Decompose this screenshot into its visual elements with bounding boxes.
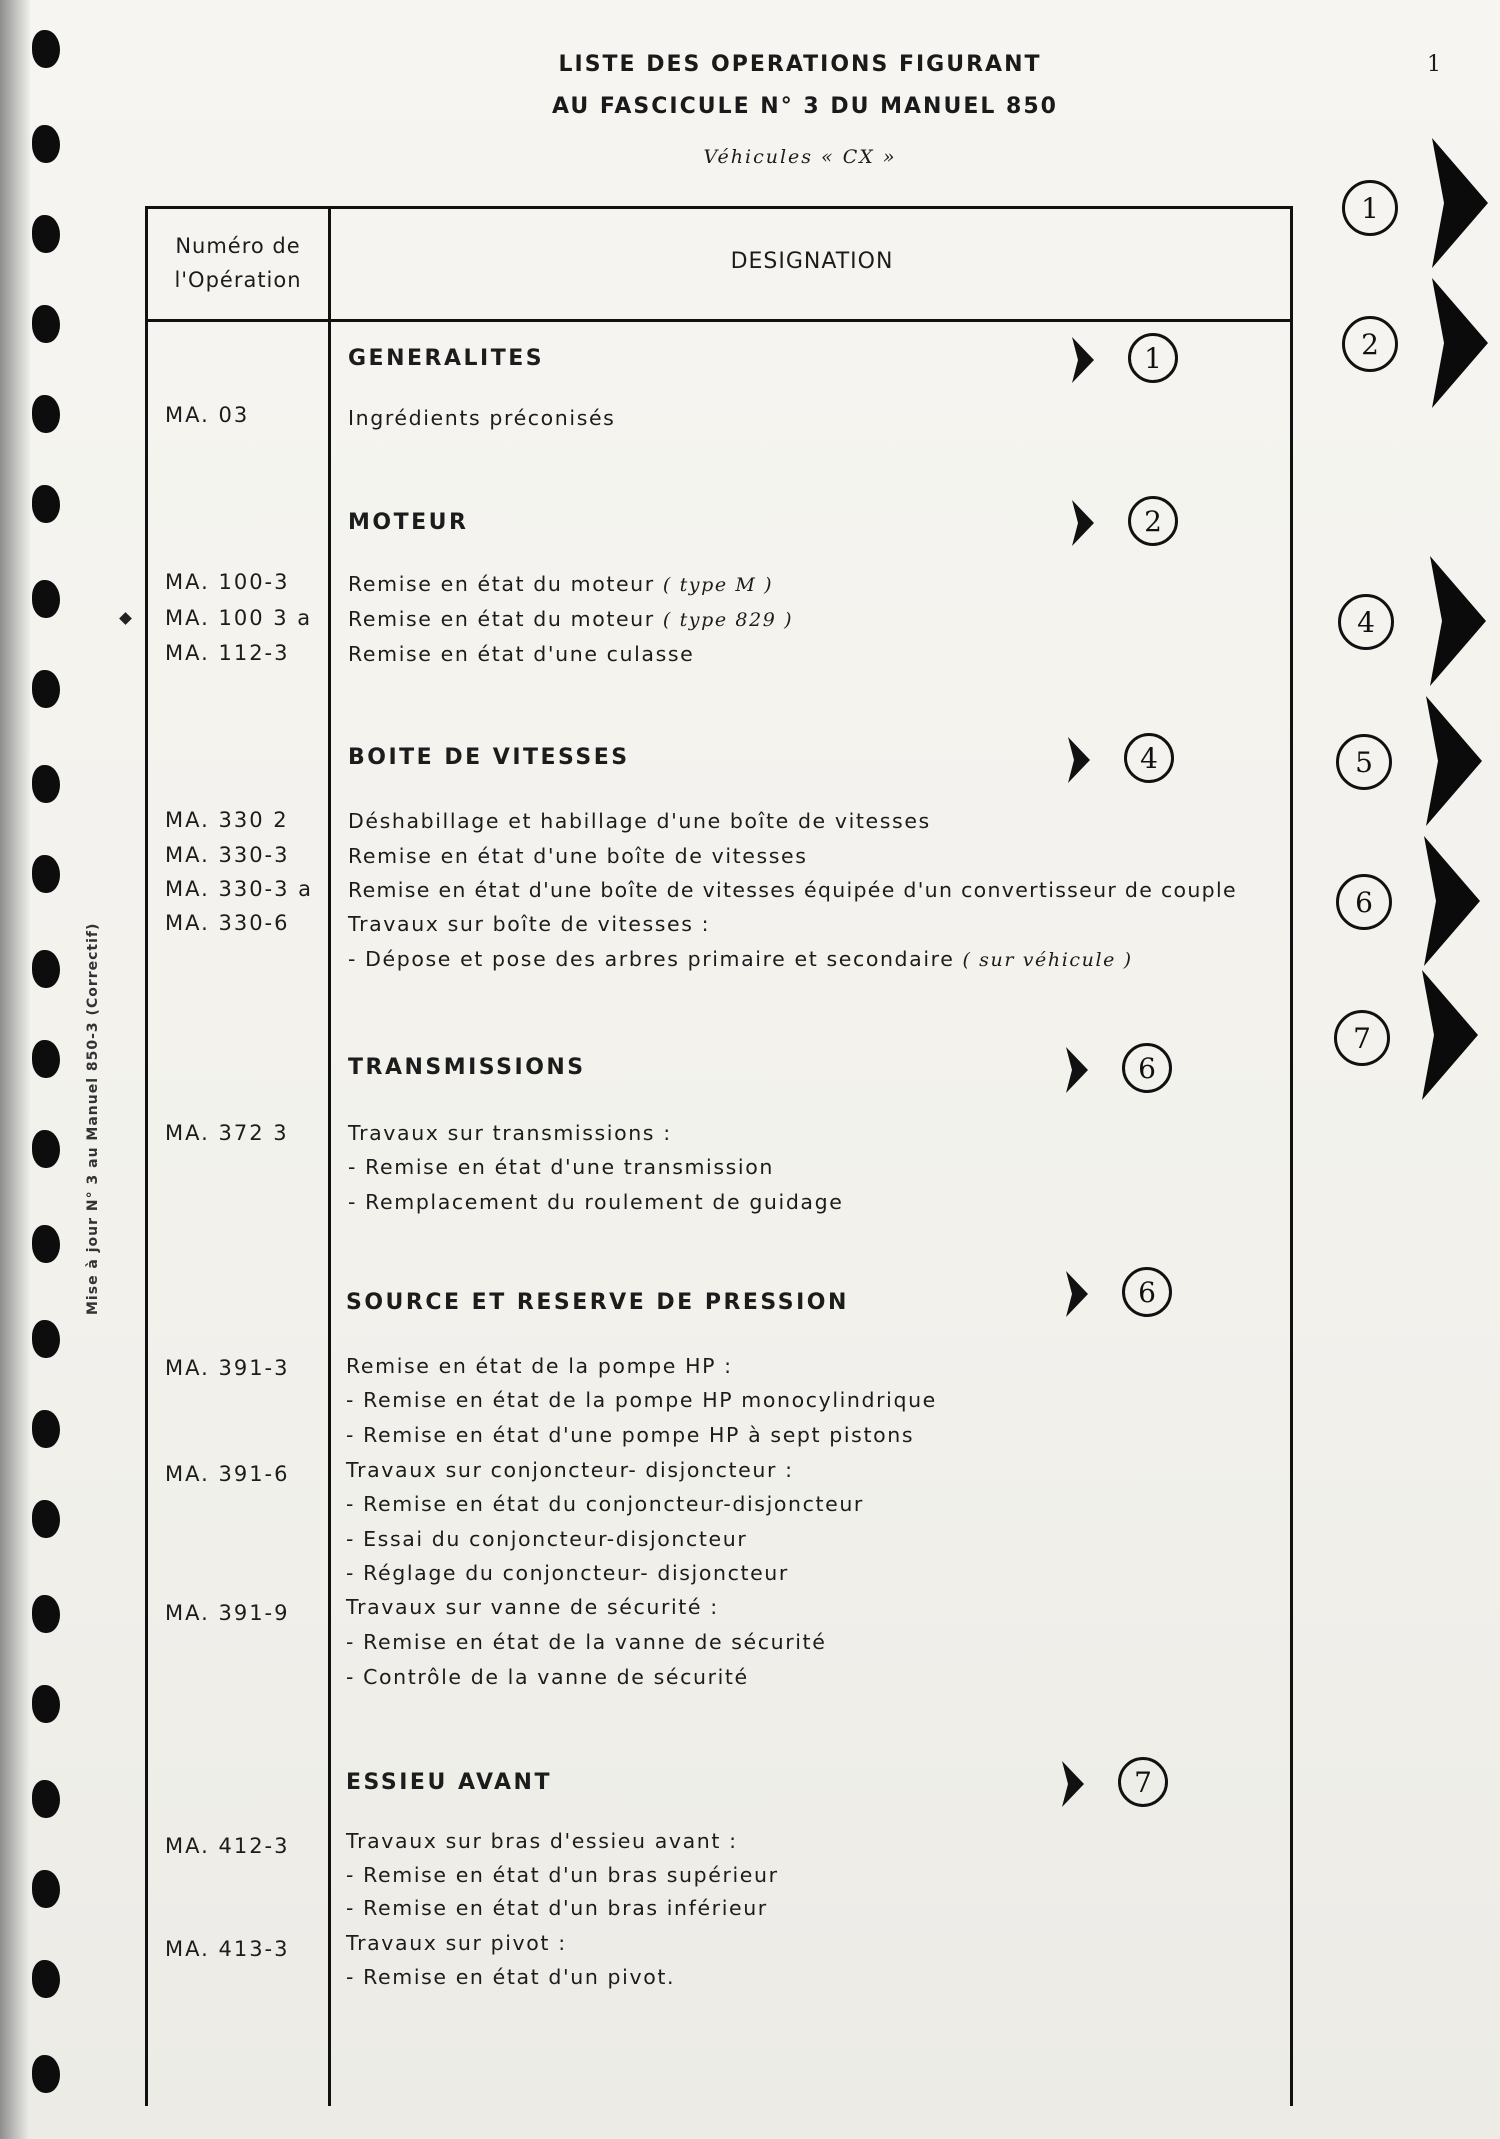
index-tab-circle[interactable]: 2 [1342,316,1398,372]
punch-hole [32,1960,60,1998]
punch-hole [32,1130,60,1168]
operation-sub-item: - Remise en état d'une transmission [348,1155,774,1179]
section-arrow-icon [1066,1047,1088,1093]
section-arrow-icon [1072,337,1094,383]
number-column-header-line1: Numéro de [175,234,301,258]
section-title-source-pression: SOURCE ET RESERVE DE PRESSION [346,1290,849,1315]
operation-designation: Ingrédients préconisés [348,406,616,430]
operation-sub-item: - Remise en état du conjoncteur-disjoncteur [346,1492,864,1516]
operation-designation: Remise en état d'une boîte de vitesses équipée d'un convertisseur de couple [348,878,1237,902]
operation-sub-item: - Essai du conjoncteur-disjoncteur [346,1527,748,1551]
section-arrow-icon [1068,737,1090,783]
punch-hole [32,1870,60,1908]
section-arrow-icon [1062,1761,1084,1807]
section-ref-circle[interactable]: 1 [1128,333,1178,383]
operation-designation: Travaux sur bras d'essieu avant : [346,1829,738,1853]
operation-number: MA. 391-3 [165,1356,290,1380]
page-number: 1 [1427,52,1441,77]
update-marker [119,612,132,625]
operation-sub-item: - Remise en état de la pompe HP monocylindrique [346,1388,937,1412]
section-title-boite: BOITE DE VITESSES [348,745,630,770]
operation-number: MA. 413-3 [165,1937,290,1961]
punch-hole [32,1595,60,1633]
operation-designation: Travaux sur pivot : [346,1931,567,1955]
punch-hole [32,580,60,618]
operation-number: MA. 330 2 [165,808,289,832]
punch-hole [32,485,60,523]
section-title-transmissions: TRANSMISSIONS [348,1055,586,1080]
operation-number: MA. 03 [165,403,250,427]
number-column-header [148,229,328,297]
sub-item-text: - Dépose et pose des arbres primaire et secondaire [348,947,963,971]
operation-number: MA. 100 3 a [165,606,313,630]
operation-sub-item: - Remise en état d'un bras inférieur [346,1896,768,1920]
tab-arrow-icon [1424,696,1484,826]
index-tab-circle[interactable]: 7 [1334,1010,1390,1066]
operation-designation: Travaux sur boîte de vitesses : [348,912,711,936]
punch-hole [32,1410,60,1448]
operation-sub-item [348,947,1133,971]
operation-sub-item: - Remise en état d'un pivot. [346,1965,676,1989]
punch-hole [32,950,60,988]
operation-number: MA. 330-3 [165,843,290,867]
operation-sub-item: - Remplacement du roulement de guidage [348,1190,844,1214]
operation-sub-item: - Contrôle de la vanne de sécurité [346,1665,749,1689]
tab-arrow-icon [1430,278,1490,408]
operation-designation: Travaux sur vanne de sécurité : [346,1595,719,1619]
index-tab-circle[interactable]: 6 [1336,874,1392,930]
punch-hole [32,1685,60,1723]
index-tab-circle[interactable]: 5 [1336,734,1392,790]
title-line-1: LISTE DES OPERATIONS FIGURANT [558,52,1042,77]
section-ref-circle[interactable]: 2 [1128,496,1178,546]
column-divider [328,209,331,2106]
operation-designation [348,607,793,631]
designation-note: ( type 829 ) [662,609,794,631]
operation-number: MA. 391-9 [165,1601,290,1625]
section-title-generalites: GENERALITES [348,346,545,371]
operation-designation: Remise en état de la pompe HP : [346,1354,733,1378]
section-arrow-icon [1072,500,1094,546]
section-ref-circle[interactable]: 6 [1122,1043,1172,1093]
tab-arrow-icon [1420,970,1480,1100]
tab-arrow-icon [1428,556,1488,686]
tab-arrow-icon [1430,138,1490,268]
title-line-2: AU FASCICULE N° 3 DU MANUEL 850 [552,94,1058,119]
operation-number: MA. 372 3 [165,1121,289,1145]
section-ref-circle[interactable]: 7 [1118,1757,1168,1807]
punch-hole [32,1500,60,1538]
binding-shadow [0,0,30,2139]
punch-hole [32,1780,60,1818]
punch-hole [32,855,60,893]
designation-text: Remise en état du moteur [348,572,663,596]
punch-hole [32,670,60,708]
punch-hole [32,1320,60,1358]
operation-sub-item: - Réglage du conjoncteur- disjoncteur [346,1561,789,1585]
tab-arrow-icon [1422,836,1482,966]
section-arrow-icon [1066,1271,1088,1317]
operation-designation: Travaux sur conjoncteur- disjoncteur : [346,1458,794,1482]
operation-designation: Déshabillage et habillage d'une boîte de vitesses [348,809,931,833]
punch-hole [32,765,60,803]
operation-designation: Travaux sur transmissions : [348,1121,672,1145]
designation-note: ( type M ) [662,574,774,596]
number-column-header-line2: l'Opération [174,268,302,292]
operation-number: MA. 412-3 [165,1834,290,1858]
punch-hole [32,305,60,343]
punch-hole [32,215,60,253]
operation-designation [348,572,773,596]
sub-item-note: ( sur véhicule ) [962,949,1133,971]
index-tab-circle[interactable]: 1 [1342,180,1398,236]
operation-sub-item: - Remise en état d'un bras supérieur [346,1863,779,1887]
update-note: Mise à jour N° 3 au Manuel 850-3 (Correctif) [85,922,101,1315]
section-ref-circle[interactable]: 4 [1124,733,1174,783]
index-tab-circle[interactable]: 4 [1338,594,1394,650]
header-divider [148,319,1290,322]
operation-number: MA. 330-3 a [165,877,314,901]
punch-hole [32,1225,60,1263]
operation-number: MA. 100-3 [165,570,290,594]
operation-sub-item: - Remise en état d'une pompe HP à sept pistons [346,1423,915,1447]
operation-sub-item: - Remise en état de la vanne de sécurité [346,1630,827,1654]
operation-designation: Remise en état d'une culasse [348,642,695,666]
section-ref-circle[interactable]: 6 [1122,1267,1172,1317]
punch-hole [32,1040,60,1078]
section-title-essieu: ESSIEU AVANT [346,1770,552,1795]
operation-number: MA. 391-6 [165,1462,290,1486]
vehicle-subtitle: Véhicules « CX » [703,146,897,168]
designation-column-header: DESIGNATION [730,249,894,274]
punch-hole [32,395,60,433]
section-title-moteur: MOTEUR [348,510,469,535]
designation-text: Remise en état du moteur [348,607,663,631]
operation-number: MA. 330-6 [165,911,290,935]
operation-designation: Remise en état d'une boîte de vitesses [348,844,808,868]
operation-number: MA. 112-3 [165,641,290,665]
punch-hole [32,2055,60,2093]
